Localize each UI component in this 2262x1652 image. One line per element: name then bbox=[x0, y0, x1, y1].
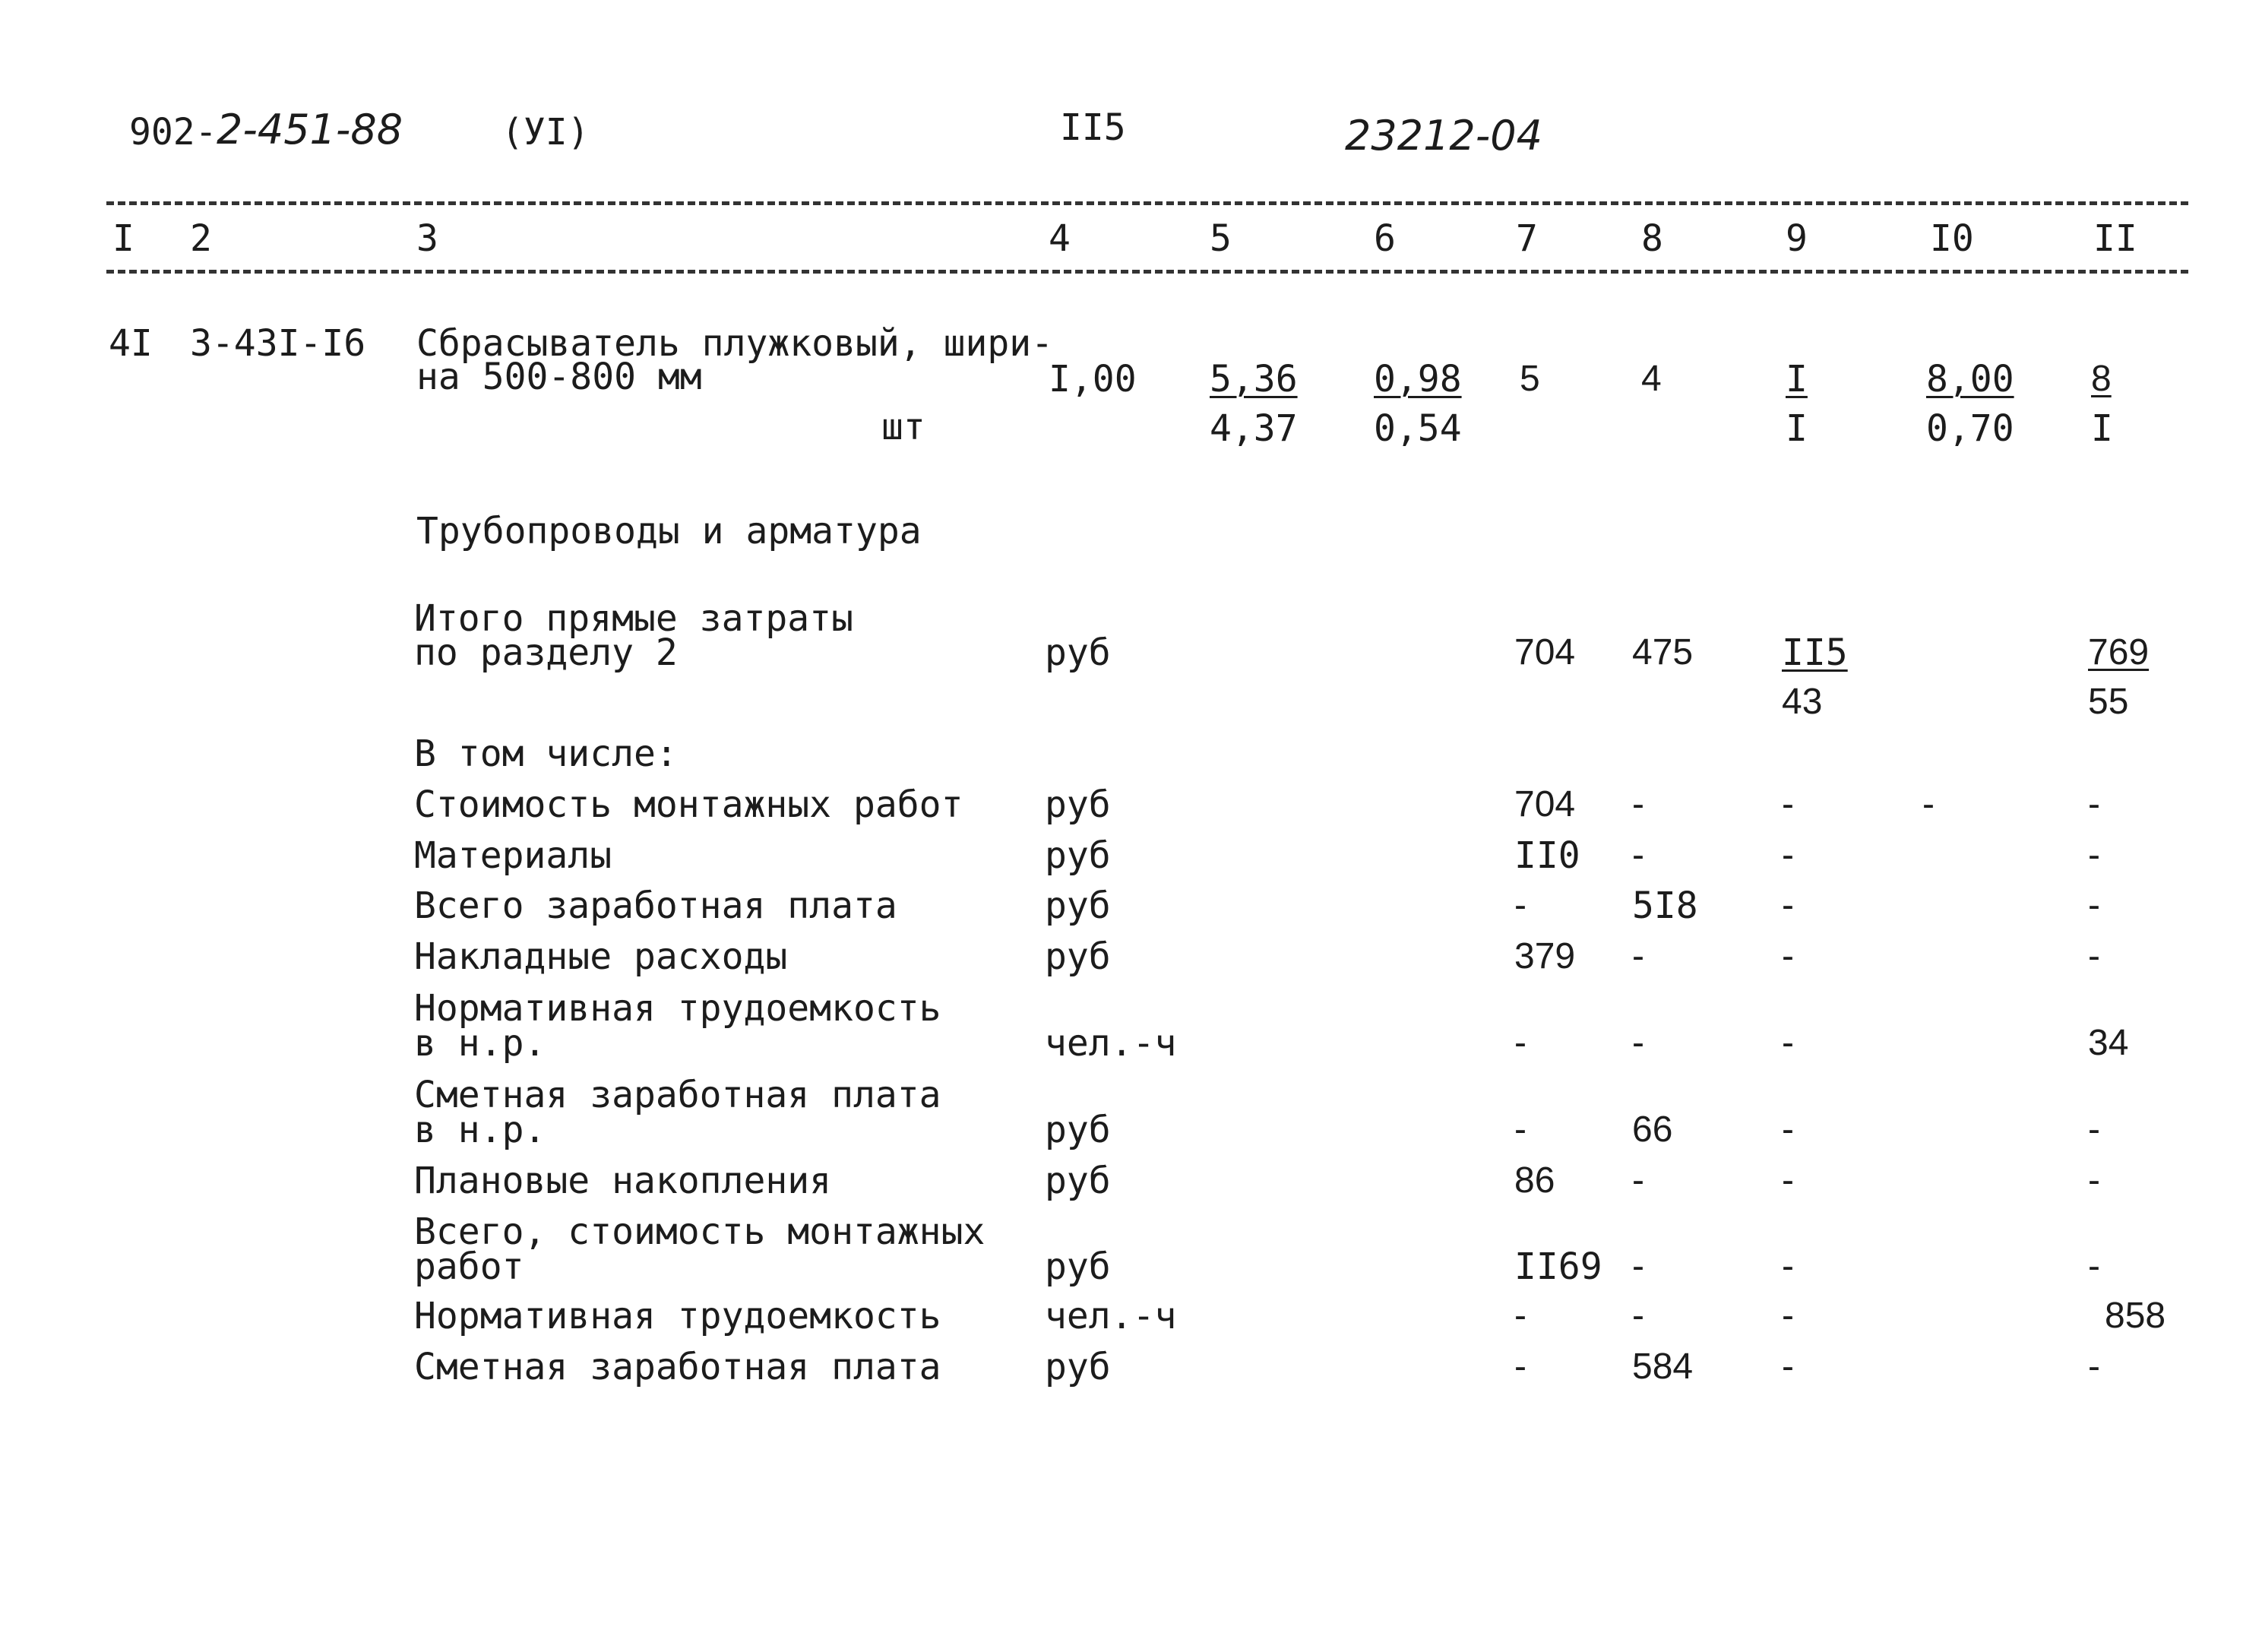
row-col9: - bbox=[1782, 784, 1794, 824]
row-col7: - bbox=[1514, 1296, 1526, 1336]
item-col6-bottom: 0,54 bbox=[1374, 407, 1462, 450]
table-row bbox=[0, 1211, 2262, 1305]
row-col8: - bbox=[1632, 1246, 1644, 1286]
column-header-10: I0 bbox=[1930, 217, 1974, 260]
row-col8: 5I8 bbox=[1632, 885, 1698, 927]
row-col11: - bbox=[2088, 885, 2100, 926]
row-unit: руб bbox=[1045, 935, 1111, 978]
column-header-7: 7 bbox=[1516, 217, 1538, 260]
item-col10-bottom: 0,70 bbox=[1926, 407, 2014, 450]
row-col8: - bbox=[1632, 936, 1644, 976]
row-col8: - bbox=[1632, 784, 1644, 824]
row-unit: чел.-ч bbox=[1045, 1295, 1177, 1337]
row-label-line2: в н.р. bbox=[414, 1022, 546, 1065]
item-col6-top: 0,98 bbox=[1374, 358, 1462, 400]
row-col11: - bbox=[2088, 1347, 2100, 1387]
doc-code-handwritten: 2-451-88 bbox=[217, 106, 403, 153]
column-header-5: 5 bbox=[1210, 217, 1232, 260]
row-col7: 704 bbox=[1514, 784, 1576, 824]
row-col9: - bbox=[1782, 1160, 1794, 1201]
row-label-line2: в н.р. bbox=[414, 1109, 546, 1151]
total-label-line2: по разделу 2 bbox=[414, 631, 678, 674]
table-row bbox=[0, 1295, 2262, 1343]
total-col9-bottom: 43 bbox=[1782, 682, 1823, 722]
row-label: Плановые накопления bbox=[414, 1160, 832, 1202]
column-header-11: II bbox=[2093, 217, 2137, 260]
table-row bbox=[0, 1074, 2262, 1168]
item-col8: 4 bbox=[1641, 359, 1662, 399]
row-col11: - bbox=[2088, 835, 2100, 875]
row-col7: - bbox=[1514, 1109, 1526, 1150]
row-col11: - bbox=[2088, 1109, 2100, 1150]
header-top-rule bbox=[106, 201, 2188, 205]
row-col11: 858 bbox=[2105, 1296, 2166, 1336]
row-col11: 34 bbox=[2088, 1023, 2129, 1063]
row-label: Нормативная трудоемкость bbox=[414, 1295, 941, 1337]
row-unit: руб bbox=[1045, 885, 1111, 927]
row-col9: - bbox=[1782, 1109, 1794, 1150]
total-col8: 475 bbox=[1632, 632, 1694, 673]
table-row bbox=[0, 987, 2262, 1081]
row-col7: - bbox=[1514, 885, 1526, 926]
item-unit: шт bbox=[881, 406, 925, 448]
row-label: Всего, стоимость монтажных bbox=[414, 1211, 985, 1253]
row-col10: - bbox=[1922, 784, 1935, 824]
column-header-1: I bbox=[112, 217, 134, 260]
total-col11-bottom: 55 bbox=[2088, 682, 2129, 722]
row-col8: 584 bbox=[1632, 1347, 1694, 1387]
row-label: Стоимость монтажных работ bbox=[414, 783, 963, 826]
total-col7: 704 bbox=[1514, 632, 1576, 673]
row-label: Сметная заработная плата bbox=[414, 1074, 941, 1116]
including-label: В том числе: bbox=[414, 733, 678, 775]
item-col9-top: I bbox=[1786, 358, 1808, 400]
item-col5-bottom: 4,37 bbox=[1210, 407, 1298, 450]
table-row bbox=[0, 1160, 2262, 1208]
row-col7: 86 bbox=[1514, 1160, 1555, 1201]
section-title: Трубопроводы и арматура bbox=[416, 510, 922, 552]
column-header-8: 8 bbox=[1641, 217, 1663, 260]
item-code: 3-43I-I6 bbox=[190, 322, 366, 365]
total-unit: руб bbox=[1045, 631, 1111, 674]
row-col9: - bbox=[1782, 885, 1794, 926]
row-unit: руб bbox=[1045, 834, 1111, 877]
row-col11: - bbox=[2088, 1160, 2100, 1201]
table-row bbox=[0, 834, 2262, 883]
row-col8: - bbox=[1632, 835, 1644, 875]
item-quantity: I,00 bbox=[1049, 358, 1137, 400]
total-col11-top: 769 bbox=[2088, 632, 2150, 673]
column-header-4: 4 bbox=[1049, 217, 1071, 260]
item-name-line2: на 500-800 мм bbox=[416, 356, 702, 398]
item-number: 4I bbox=[109, 322, 153, 365]
row-col8: - bbox=[1632, 1296, 1644, 1336]
row-unit: руб bbox=[1045, 1160, 1111, 1202]
item-col11-top: 8 bbox=[2091, 359, 2112, 399]
total-label-line1: Итого прямые затраты bbox=[414, 597, 853, 640]
row-col7: - bbox=[1514, 1023, 1526, 1063]
row-col8: - bbox=[1632, 1160, 1644, 1201]
page-number: II5 bbox=[1060, 106, 1126, 149]
item-col5-top: 5,36 bbox=[1210, 358, 1298, 400]
row-col11: - bbox=[2088, 936, 2100, 976]
row-unit: руб bbox=[1045, 1245, 1111, 1288]
row-col9: - bbox=[1782, 1246, 1794, 1286]
row-col7: 379 bbox=[1514, 936, 1576, 976]
row-unit: чел.-ч bbox=[1045, 1022, 1177, 1065]
row-unit: руб bbox=[1045, 1109, 1111, 1151]
row-col7: II0 bbox=[1514, 834, 1580, 877]
row-label: Материалы bbox=[414, 834, 612, 877]
row-label: Накладные расходы bbox=[414, 935, 788, 978]
table-row bbox=[0, 1346, 2262, 1394]
total-col9-top: II5 bbox=[1782, 631, 1848, 674]
item-col10-top: 8,00 bbox=[1926, 358, 2014, 400]
row-col9: - bbox=[1782, 1347, 1794, 1387]
item-name-line1: Сбрасыватель плужковый, шири- bbox=[416, 322, 1054, 365]
item-col11-bottom: I bbox=[2091, 407, 2113, 450]
table-row bbox=[0, 783, 2262, 832]
row-col9: - bbox=[1782, 1296, 1794, 1336]
row-col7: - bbox=[1514, 1347, 1526, 1387]
row-label: Всего заработная плата bbox=[414, 885, 897, 927]
doc-code-prefix: 902- bbox=[129, 111, 217, 153]
column-header-9: 9 bbox=[1786, 217, 1808, 260]
row-label: Сметная заработная плата bbox=[414, 1346, 941, 1388]
row-unit: руб bbox=[1045, 1346, 1111, 1388]
row-col8: - bbox=[1632, 1023, 1644, 1063]
row-label: Нормативная трудоемкость bbox=[414, 987, 941, 1030]
row-col7: II69 bbox=[1514, 1245, 1602, 1288]
column-header-6: 6 bbox=[1374, 217, 1396, 260]
volume-label: (УI) bbox=[501, 111, 590, 153]
item-col7: 5 bbox=[1520, 359, 1540, 399]
archive-number: 23212-04 bbox=[1345, 112, 1542, 160]
row-col11: - bbox=[2088, 784, 2100, 824]
row-col8: 66 bbox=[1632, 1109, 1673, 1150]
row-col9: - bbox=[1782, 936, 1794, 976]
table-row bbox=[0, 885, 2262, 933]
row-label-line2: работ bbox=[414, 1245, 524, 1288]
column-header-3: 3 bbox=[416, 217, 438, 260]
row-col11: - bbox=[2088, 1246, 2100, 1286]
column-header-2: 2 bbox=[190, 217, 212, 260]
row-col9: - bbox=[1782, 1023, 1794, 1063]
header-bottom-rule bbox=[106, 270, 2188, 274]
table-row bbox=[0, 935, 2262, 984]
item-col9-bottom: I bbox=[1786, 407, 1808, 450]
row-unit: руб bbox=[1045, 783, 1111, 826]
row-col9: - bbox=[1782, 835, 1794, 875]
